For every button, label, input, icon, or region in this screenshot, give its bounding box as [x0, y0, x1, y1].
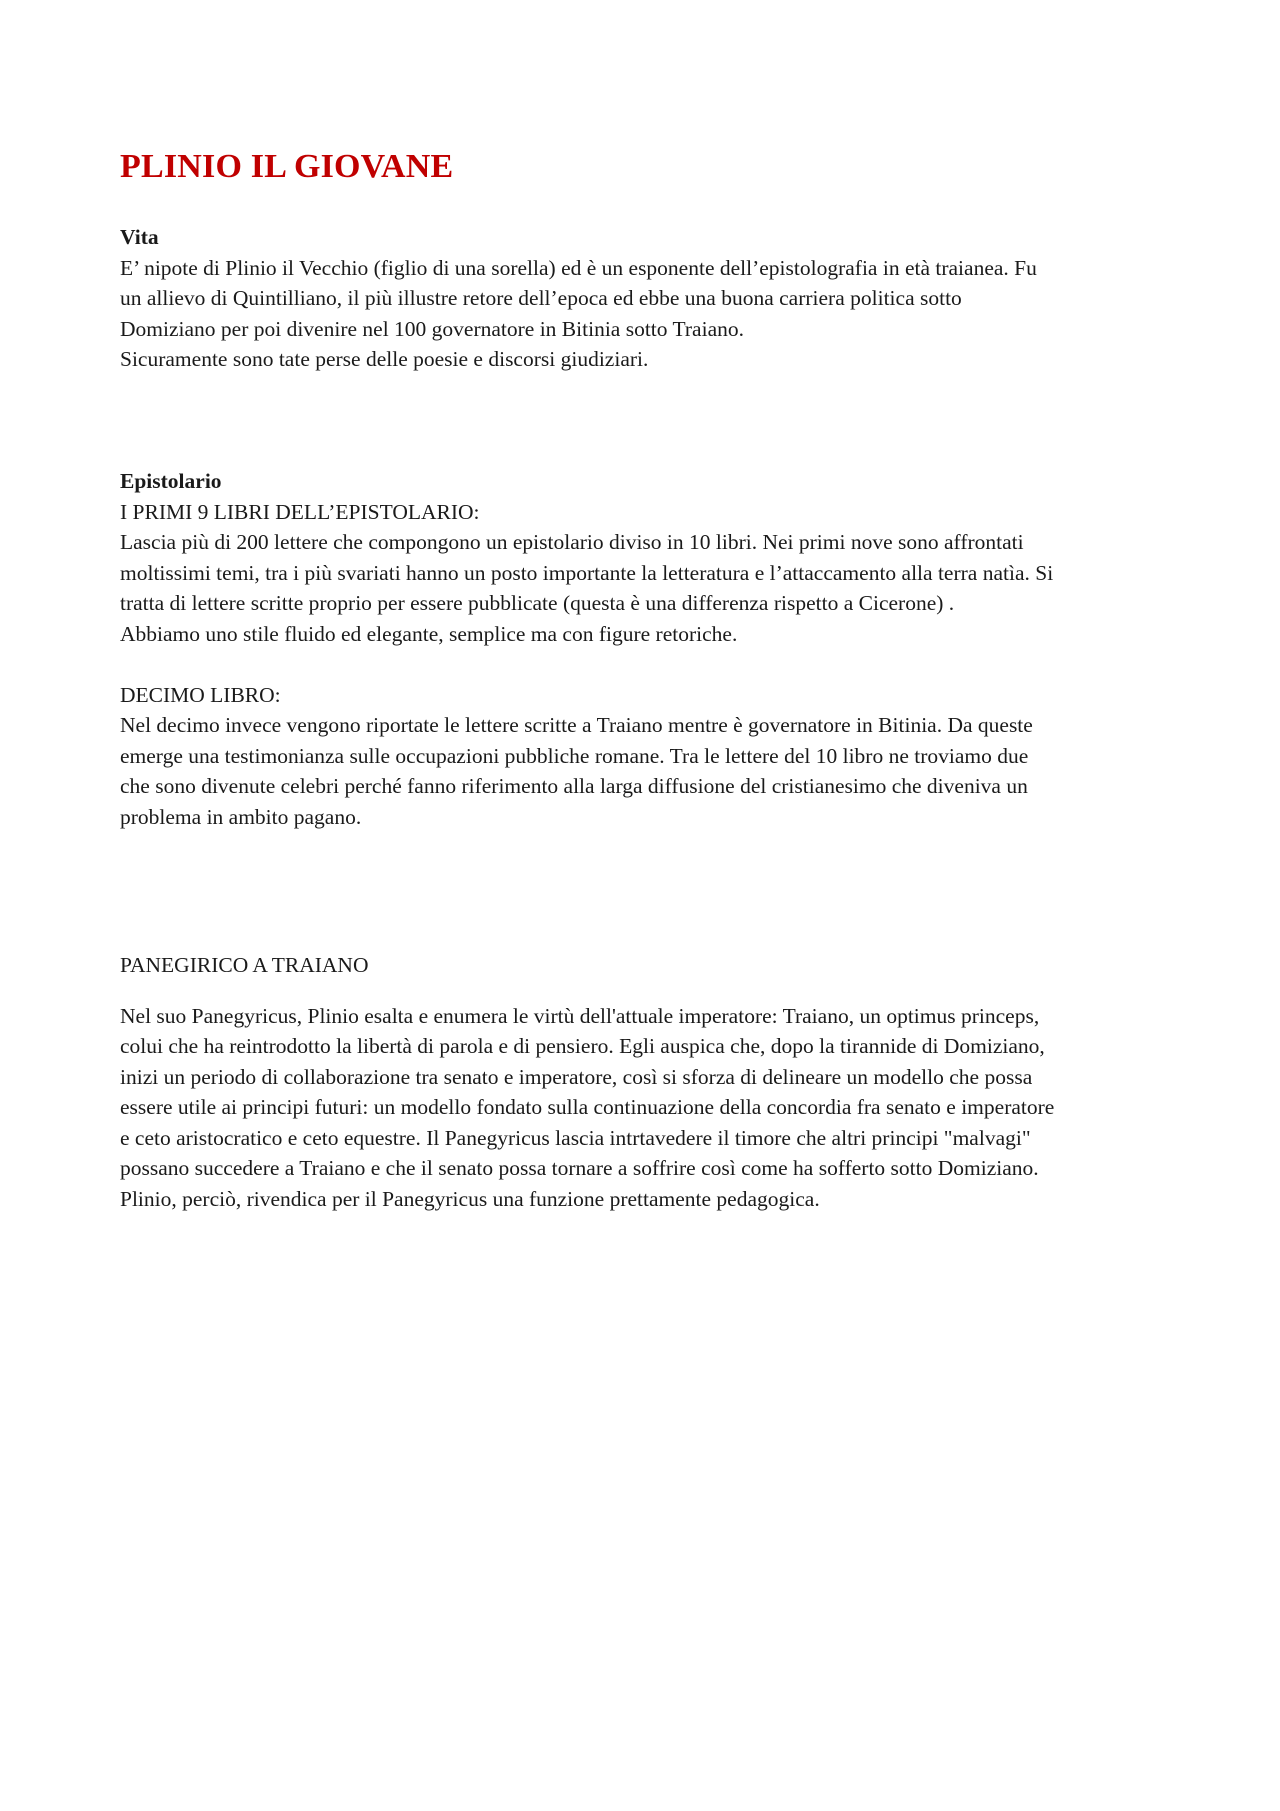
subheading-primi-libri: I PRIMI 9 LIBRI DELL’EPISTOLARIO: — [120, 499, 480, 524]
paragraph-line: Sicuramente sono tate perse delle poesie e discorsi giudiziari. — [120, 347, 649, 371]
paragraph-line: colui che ha reintrodotto la libertà di parola e di pensiero. Egli auspica che, dopo la tirannide di Domiziano, — [120, 1034, 1045, 1058]
paragraph-line: Lascia più di 200 lettere che compongono un epistolario diviso in 10 libri. Nei primi nove sono affrontati — [120, 530, 1024, 554]
paragraph-line: E’ nipote di Plinio il Vecchio (figlio di una sorella) ed è un esponente dell’epistolografia in età traianea. Fu — [120, 255, 1037, 280]
section-epistolario — [120, 466, 1170, 832]
paragraph-gap — [120, 649, 1170, 680]
subheading-decimo-libro: DECIMO LIBRO: — [120, 682, 281, 707]
paragraph-line: possano succedere a Traiano e che il senato possa tornare a soffrire così come ha sofferto sotto Domiziano. — [120, 1156, 1039, 1180]
page-title: PLINIO IL GIOVANE — [120, 148, 454, 185]
paragraph-line: un allievo di Quintilliano, il più illustre retore dell’epoca ed ebbe una buona carriera politica sotto — [120, 286, 962, 310]
paragraph-line: emerge una testimonianza sulle occupazioni pubbliche romane. Tra le lettere del 10 libro ne troviamo due — [120, 743, 1029, 768]
paragraph-line: e ceto aristocratico e ceto equestre. Il Panegyricus lascia intrtavedere il timore che altri principi "malvagi" — [120, 1125, 1031, 1150]
section-panegirico — [120, 950, 1170, 1214]
paragraph-line: moltissimi temi, tra i più svariati hanno un posto importante la letteratura e l’attaccamento alla terra natìa. Si — [120, 560, 1054, 585]
paragraph-line: Plinio, perciò, rivendica per il Panegyricus una funzione prettamente pedagogica. — [120, 1186, 820, 1211]
paragraph-line: inizi un periodo di collaborazione tra senato e imperatore, così si sforza di delineare un modello che possa — [120, 1064, 1033, 1089]
section-heading-vita: Vita — [120, 225, 159, 249]
section-vita — [120, 222, 1170, 375]
paragraph-line: Domiziano per poi divenire nel 100 governatore in Bitinia sotto Traiano. — [120, 316, 744, 341]
paragraph-line: Nel suo Panegyricus, Plinio esalta e enumera le virtù dell'attuale imperatore: Traiano, un optimus princeps, — [120, 1003, 1040, 1028]
paragraph-line: essere utile ai principi futuri: un modello fondato sulla continuazione della concordia fra senato e imperatore — [120, 1095, 1055, 1119]
paragraph-line: tratta di lettere scritte proprio per essere pubblicate (questa è una differenza rispetto a Cicerone) . — [120, 591, 955, 615]
section-heading-panegirico: PANEGIRICO A TRAIANO — [120, 953, 369, 977]
paragraph-line: Abbiamo uno stile fluido ed elegante, semplice ma con figure retoriche. — [120, 621, 738, 646]
paragraph-line: Nel decimo invece vengono riportate le lettere scritte a Traiano mentre è governatore in Bitinia. Da queste — [120, 713, 1033, 737]
paragraph-line: che sono divenute celebri perché fanno riferimento alla larga diffusione del cristianesimo che diveniva un — [120, 774, 1028, 798]
paragraph-line: problema in ambito pagano. — [120, 804, 362, 829]
section-heading-epistolario: Epistolario — [120, 469, 222, 493]
